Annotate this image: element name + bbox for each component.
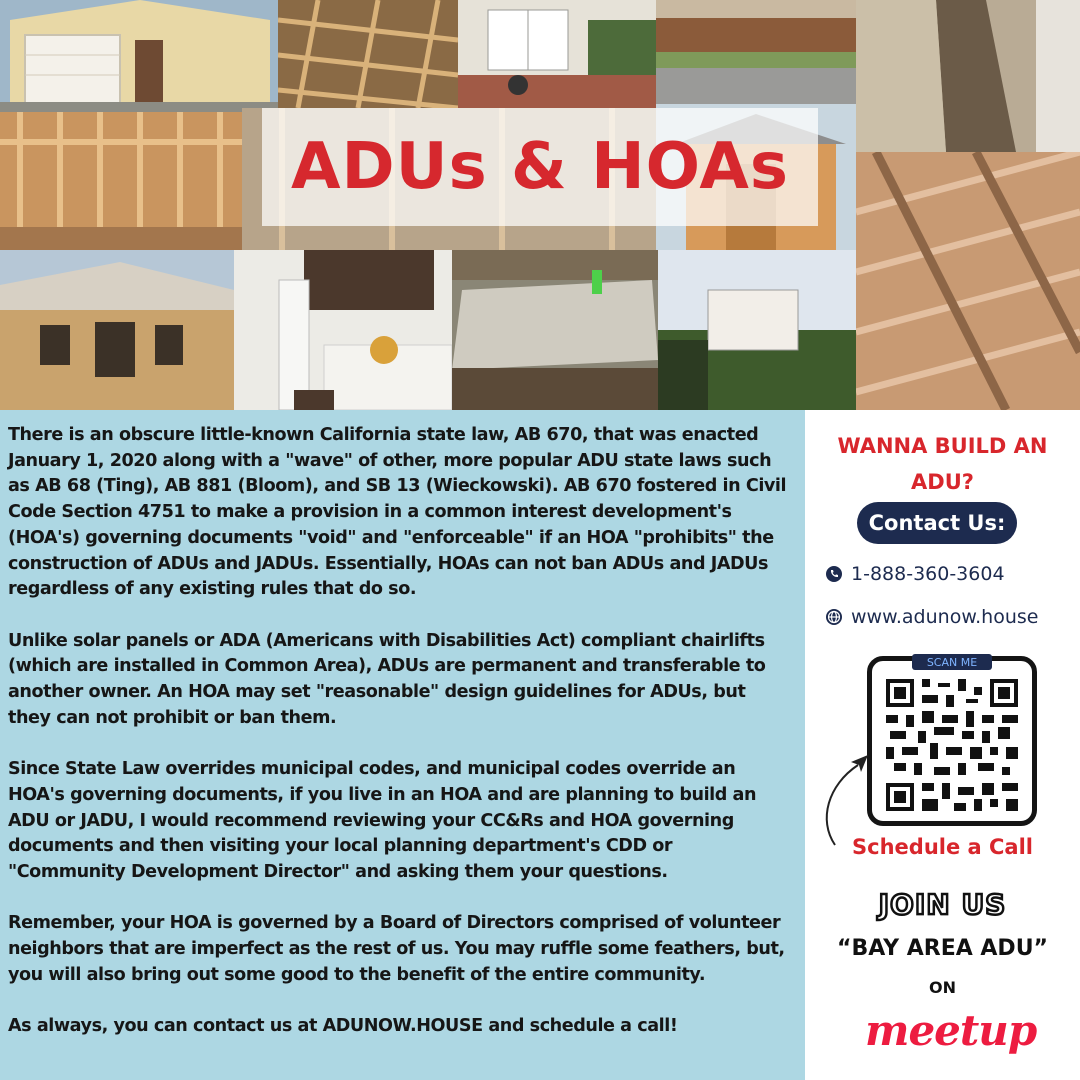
qr-code-frame[interactable] xyxy=(867,656,1037,826)
meetup-group-name: “BAY AREA ADU” xyxy=(836,936,1049,961)
website-link[interactable] xyxy=(825,606,1038,628)
meetup-logo[interactable]: meetup xyxy=(865,1006,1037,1055)
phone-link[interactable] xyxy=(825,563,1005,585)
article-paragraph: Since State Law overrides municipal codes, and municipal codes override an HOA's governing documents, if you live in an HOA and are planning to build an ADU or JADU, I would recommend reviewing your CC&Rs and HOA governing documents and then visiting your local planning department's CDD or "Community Development Director" and asking them your questions. xyxy=(8,759,757,882)
foundation-frame-photo-icon xyxy=(278,0,458,108)
contact-sidebar xyxy=(805,410,1080,1080)
qr-code-icon xyxy=(886,679,1018,811)
phone-icon xyxy=(825,565,843,583)
hillside-house-photo-icon xyxy=(658,250,856,410)
join-us-heading: JOIN US xyxy=(878,888,1007,921)
article-paragraph: Unlike solar panels or ADA (Americans with Disabilities Act) compliant chairlifts (which are installed in Common Area), ADUs are permanent and transferable to another owner. An HOA may set "reasonable" design guidelines for ADUs, but they can not prohibit or ban them. xyxy=(8,630,766,728)
article-paragraph: Remember, your HOA is governed by a Board of Directors comprised of volunteer neighbors that are imperfect as the rest of us. You may ruffle some feathers, but, you will also bring out some good to the benefit of the entire community. xyxy=(8,913,785,985)
garage-photo-icon xyxy=(0,0,278,112)
concrete-trench-photo-icon xyxy=(856,0,1080,152)
street-fence-photo-icon xyxy=(656,0,856,104)
osb-shell-photo-icon xyxy=(0,250,234,410)
contact-us-label: Contact Us: xyxy=(868,511,1006,535)
kitchen-photo-icon xyxy=(234,250,452,410)
cta-heading: WANNA BUILD AN ADU? xyxy=(837,434,1048,494)
schedule-call-link[interactable]: Schedule a Call xyxy=(852,835,1033,859)
article-panel xyxy=(0,410,805,1080)
roof-rafters-photo-icon xyxy=(856,152,1080,410)
slab-workers-photo-icon xyxy=(452,250,658,410)
article-paragraph: As always, you can contact us at ADUNOW.HOUSE and schedule a call! xyxy=(8,1016,678,1037)
photo-collage xyxy=(0,0,1080,410)
website-url: www.adunow.house xyxy=(851,606,1039,628)
title-banner xyxy=(262,108,818,226)
article-paragraph: There is an obscure little-known California state law, AB 670, that was enacted January 1, 2020 along with a "wave" of other, more popular ADU state laws such as AB 68 (Ting), AB 881 (Bloom), and SB 13 (Wieckowski). AB 670 fostered in Civil Code Section 4751 to make a provision in a common interest development's (HOA's) governing documents "void" and "enforceable" if an HOA "prohibits" the construction of ADUs and JADUs. Essentially, HOAs can not ban ADUs and JADUs regardless of any existing rules that do so. xyxy=(8,425,787,600)
globe-icon xyxy=(825,608,843,626)
arrow-doodle-icon xyxy=(813,740,873,850)
page-title: ADUs & HOAs xyxy=(291,130,789,204)
on-label: ON xyxy=(929,978,956,997)
phone-number: 1-888-360-3604 xyxy=(851,563,1005,585)
contact-us-badge xyxy=(857,502,1017,544)
scan-me-tab: SCAN ME xyxy=(912,654,992,670)
patio-house-photo-icon xyxy=(458,0,656,108)
wall-framing-photo-icon xyxy=(0,112,242,250)
